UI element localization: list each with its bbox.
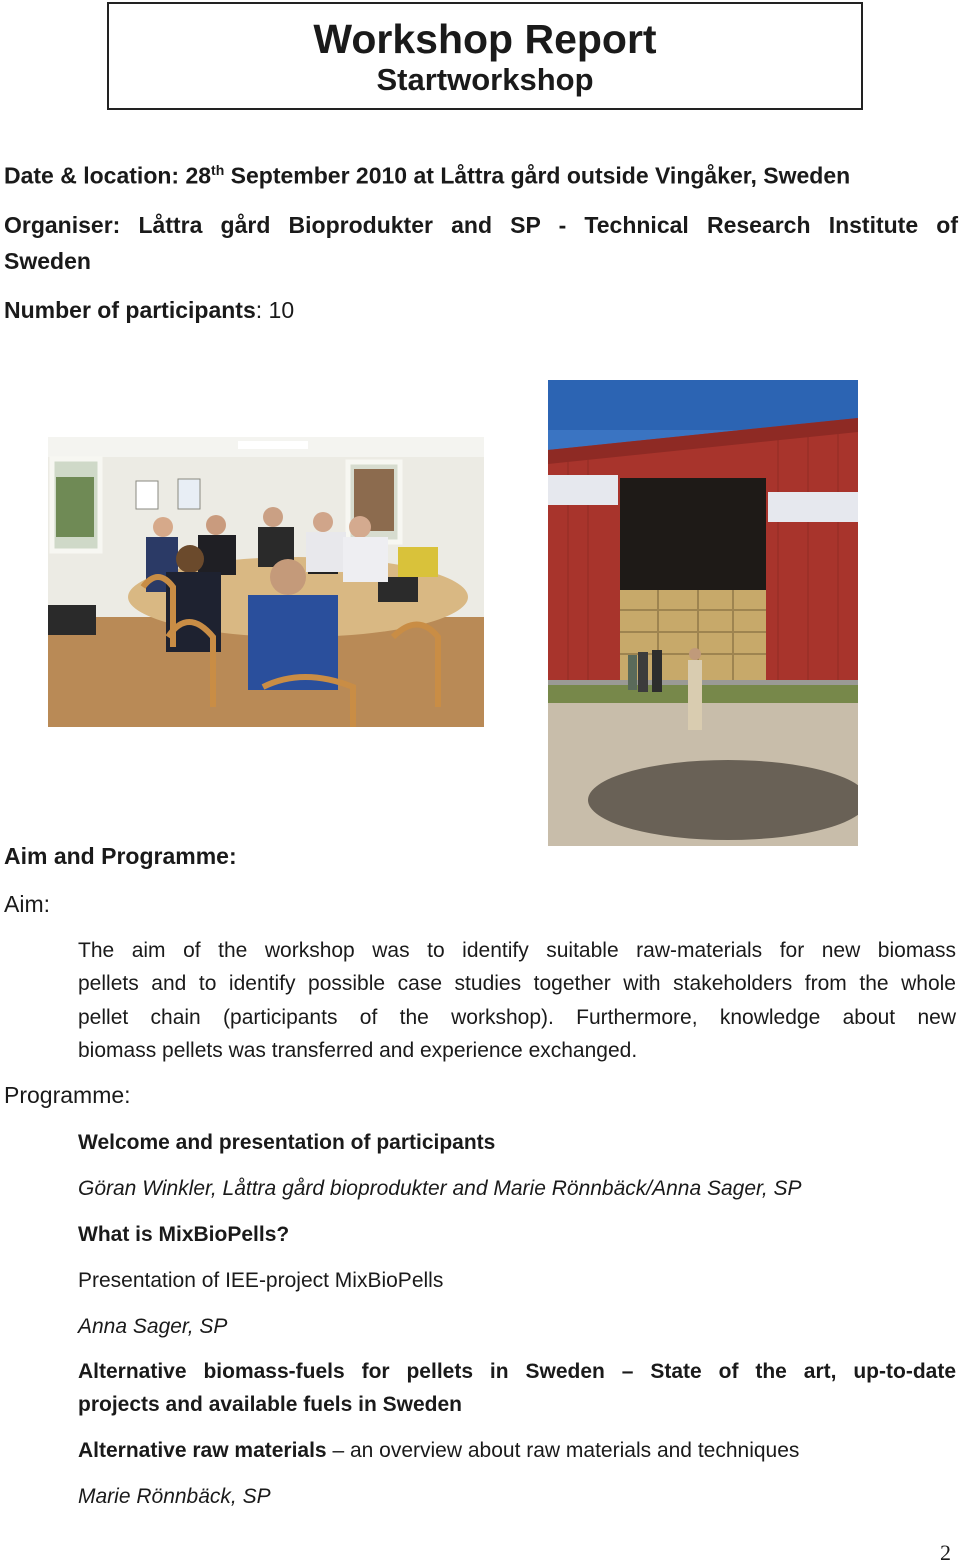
programme-item-welcome: Welcome and presentation of participants xyxy=(78,1131,496,1154)
title-box xyxy=(107,2,863,110)
programme-item-welcome-speakers: Göran Winkler, Låttra gård bioprodukter and Marie Rönnbäck/Anna Sager, SP xyxy=(78,1177,802,1200)
programme-item-alt-raw-speaker: Marie Rönnbäck, SP xyxy=(78,1485,271,1508)
programme-item-alt-fuels-2: projects and available fuels in Sweden xyxy=(78,1393,462,1416)
aim-label: Aim: xyxy=(4,891,50,917)
programme-item-presentation-speaker: Anna Sager, SP xyxy=(78,1315,228,1338)
programme-item-presentation: Presentation of IEE-project MixBioPells xyxy=(78,1269,444,1292)
programme-item-alt-fuels-1: Alternative biomass-fuels for pellets in Sweden – State of the art, up-to-date xyxy=(78,1360,956,1383)
aim-line-3: pellet chain (participants of the workshop). Furthermore, knowledge about new xyxy=(78,1005,956,1029)
organiser-line-1: Organiser: Låttra gård Bioprodukter and SP - Technical Research Institute of xyxy=(4,212,958,238)
page-number: 2 xyxy=(940,1540,951,1565)
meeting-photo xyxy=(48,437,484,727)
participants: Number of participants: 10 xyxy=(4,297,295,323)
aim-line-4: biomass pellets was transferred and experience exchanged. xyxy=(78,1038,638,1062)
report-subtitle: Startworkshop xyxy=(376,62,594,97)
aim-line-2: pellets and to identify possible case studies together with stakeholders from the whole xyxy=(78,972,956,996)
aim-line-1: The aim of the workshop was to identify suitable raw-materials for new biomass xyxy=(78,939,956,962)
programme-label: Programme: xyxy=(4,1082,131,1108)
aim-text xyxy=(78,934,956,1067)
programme-item-alt-raw: Alternative raw materials – an overview about raw materials and techniques xyxy=(78,1439,800,1462)
aim-programme-heading: Aim and Programme: xyxy=(4,843,237,869)
date-location: Date & location: 28th September 2010 at Låttra gård outside Vingåker, Sweden xyxy=(4,162,851,189)
barn-photo xyxy=(548,380,858,846)
report-title: Workshop Report xyxy=(313,16,657,62)
programme-item-what-is: What is MixBioPells? xyxy=(78,1223,290,1246)
organiser-line-2: Sweden xyxy=(4,248,91,274)
